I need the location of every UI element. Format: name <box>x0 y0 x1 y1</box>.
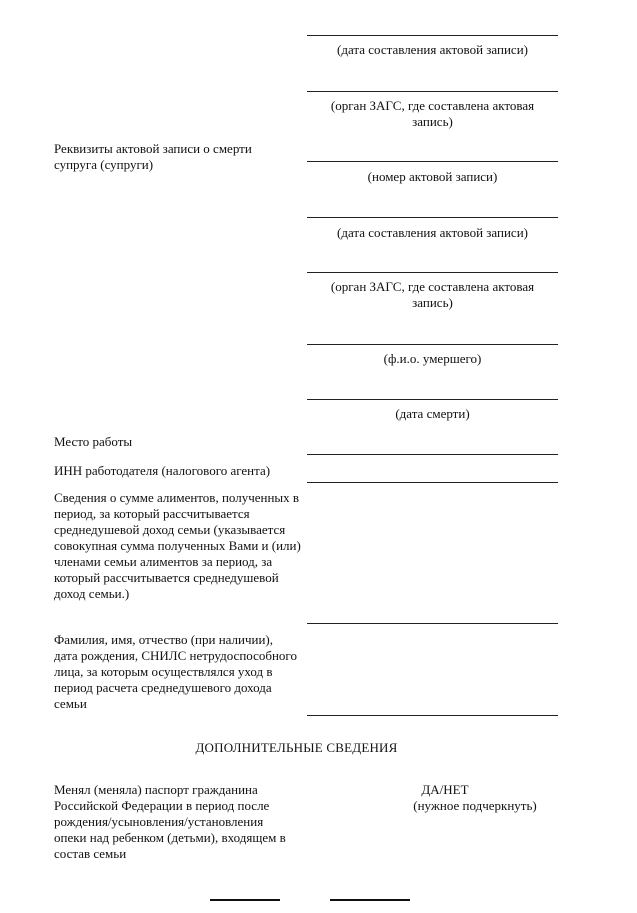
caption-deceased-name: (ф.и.о. умершего) <box>383 351 482 366</box>
section-title-additional: ДОПОЛНИТЕЛЬНЫЕ СВЕДЕНИЯ <box>195 740 398 755</box>
caption-record-number: (номер актовой записи) <box>367 169 498 184</box>
blank-line[interactable] <box>307 91 558 92</box>
blank-line[interactable] <box>307 399 558 400</box>
blank-line[interactable] <box>307 217 558 218</box>
caption-record-date: (дата составления актовой записи) <box>337 225 528 240</box>
answer-hint: (нужное подчеркнуть) <box>413 798 537 813</box>
blank-line[interactable] <box>307 161 558 162</box>
label-caretaker: Фамилия, имя, отчество (при наличии), дата рождения, СНИЛС нетрудоспособного лица, за которым осуществлялся уход в период расчета среднедушевого дохода семьи <box>54 632 297 711</box>
caretaker-field[interactable] <box>307 715 558 716</box>
caption-record-date: (дата составления актовой записи) <box>337 42 528 57</box>
blank-line[interactable] <box>307 35 558 36</box>
caption-death-date: (дата смерти) <box>395 406 470 421</box>
blank-line[interactable] <box>307 272 558 273</box>
workplace-field[interactable] <box>307 454 558 455</box>
label-alimony: Сведения о сумме алиментов, полученных в период, за который рассчитывается среднедушевой доход семьи (указывается совокупная сумма полученных Вами и (или) членами семьи алиментов за период, за который рассчитывается среднедушевой доход семьи.) <box>54 490 301 601</box>
cut-off-text <box>210 899 280 913</box>
employer-inn-field[interactable] <box>307 482 558 483</box>
cut-off-text <box>330 899 410 913</box>
label-passport-question: Менял (меняла) паспорт гражданина Российской Федерации в период после рождения/усыновления/установления опеки над ребенком (детьми), входящем в состав семьи <box>54 782 286 861</box>
label-spouse-death-record: Реквизиты актовой записи о смерти супруга (супруги) <box>54 141 252 172</box>
alimony-field[interactable] <box>307 623 558 624</box>
answer-yes-no[interactable]: ДА/НЕТ <box>421 782 469 797</box>
caption-registry-office: (орган ЗАГС, где составлена актовая запись) <box>330 279 535 310</box>
label-workplace: Место работы <box>54 434 133 449</box>
label-employer-inn: ИНН работодателя (налогового агента) <box>54 463 271 478</box>
blank-line[interactable] <box>307 344 558 345</box>
caption-registry-office: (орган ЗАГС, где составлена актовая запись) <box>330 98 535 129</box>
